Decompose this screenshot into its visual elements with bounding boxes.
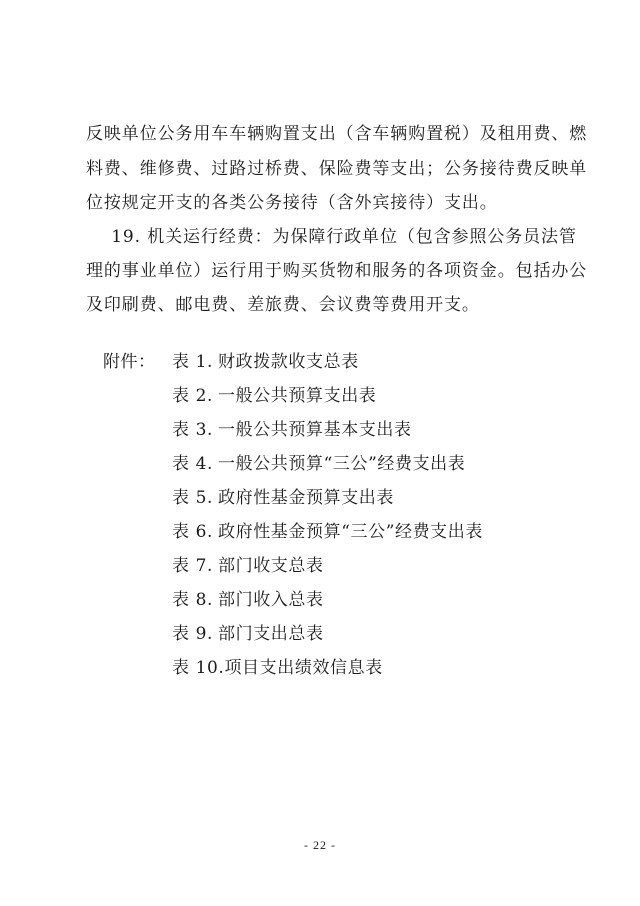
attachment-number: 表 3. [172,420,214,440]
attachment-title: 部门收入总表 [218,590,324,610]
attachment-title: 部门收支总表 [218,556,324,576]
attachment-number: 表 7. [172,556,214,576]
attachment-number: 表 8. [172,590,214,610]
paragraph-line: 及印刷费、邮电费、差旅费、会议费等费用开支。 [86,295,480,315]
attachment-item [172,384,376,408]
paragraph-line: 反映单位公务用车车辆购置支出（含车辆购置税）及租用费、燃 [86,124,588,144]
attachment-item [172,656,383,680]
attachment-number: 表 9. [172,624,214,644]
attachment-title: 一般公共预算基本支出表 [218,420,412,440]
attachment-title: 政府性基金预算支出表 [218,488,394,508]
attachment-item [172,452,465,476]
paragraph-line: 位按规定开支的各类公务接待（含外宾接待）支出。 [86,193,498,213]
attachment-number: 表 4. [172,454,214,474]
attachment-number: 表 10. [172,658,225,678]
attachment-number: 表 1. [172,352,214,372]
attachment-title: 项目支出绩效信息表 [224,658,383,678]
attachment-item [172,588,324,612]
attachment-title: 一般公共预算支出表 [218,386,377,406]
attachment-item [172,520,483,544]
paragraph-line: 19. 机关运行经费：为保障行政单位（包含参照公务员法管 [86,227,577,247]
attachment-title: 政府性基金预算“三公”经费支出表 [218,522,483,542]
attachment-number: 表 5. [172,488,214,508]
attachments-label: 附件： [103,352,156,372]
attachment-item [172,554,324,578]
attachment-item [172,622,324,646]
paragraph-line: 理的事业单位）运行用于购买货物和服务的各项资金。包括办公 [86,261,588,281]
attachment-number: 表 2. [172,386,214,406]
attachment-number: 表 6. [172,522,214,542]
attachment-item [172,350,359,374]
page-number: - 22 - [304,838,336,852]
attachment-title: 一般公共预算“三公”经费支出表 [218,454,466,474]
attachment-title: 财政拨款收支总表 [218,352,359,372]
attachment-item [172,486,394,510]
attachment-item [172,418,412,442]
attachment-title: 部门支出总表 [218,624,324,644]
paragraph-line: 料费、维修费、过路过桥费、保险费等支出；公务接待费反映单 [86,159,588,179]
